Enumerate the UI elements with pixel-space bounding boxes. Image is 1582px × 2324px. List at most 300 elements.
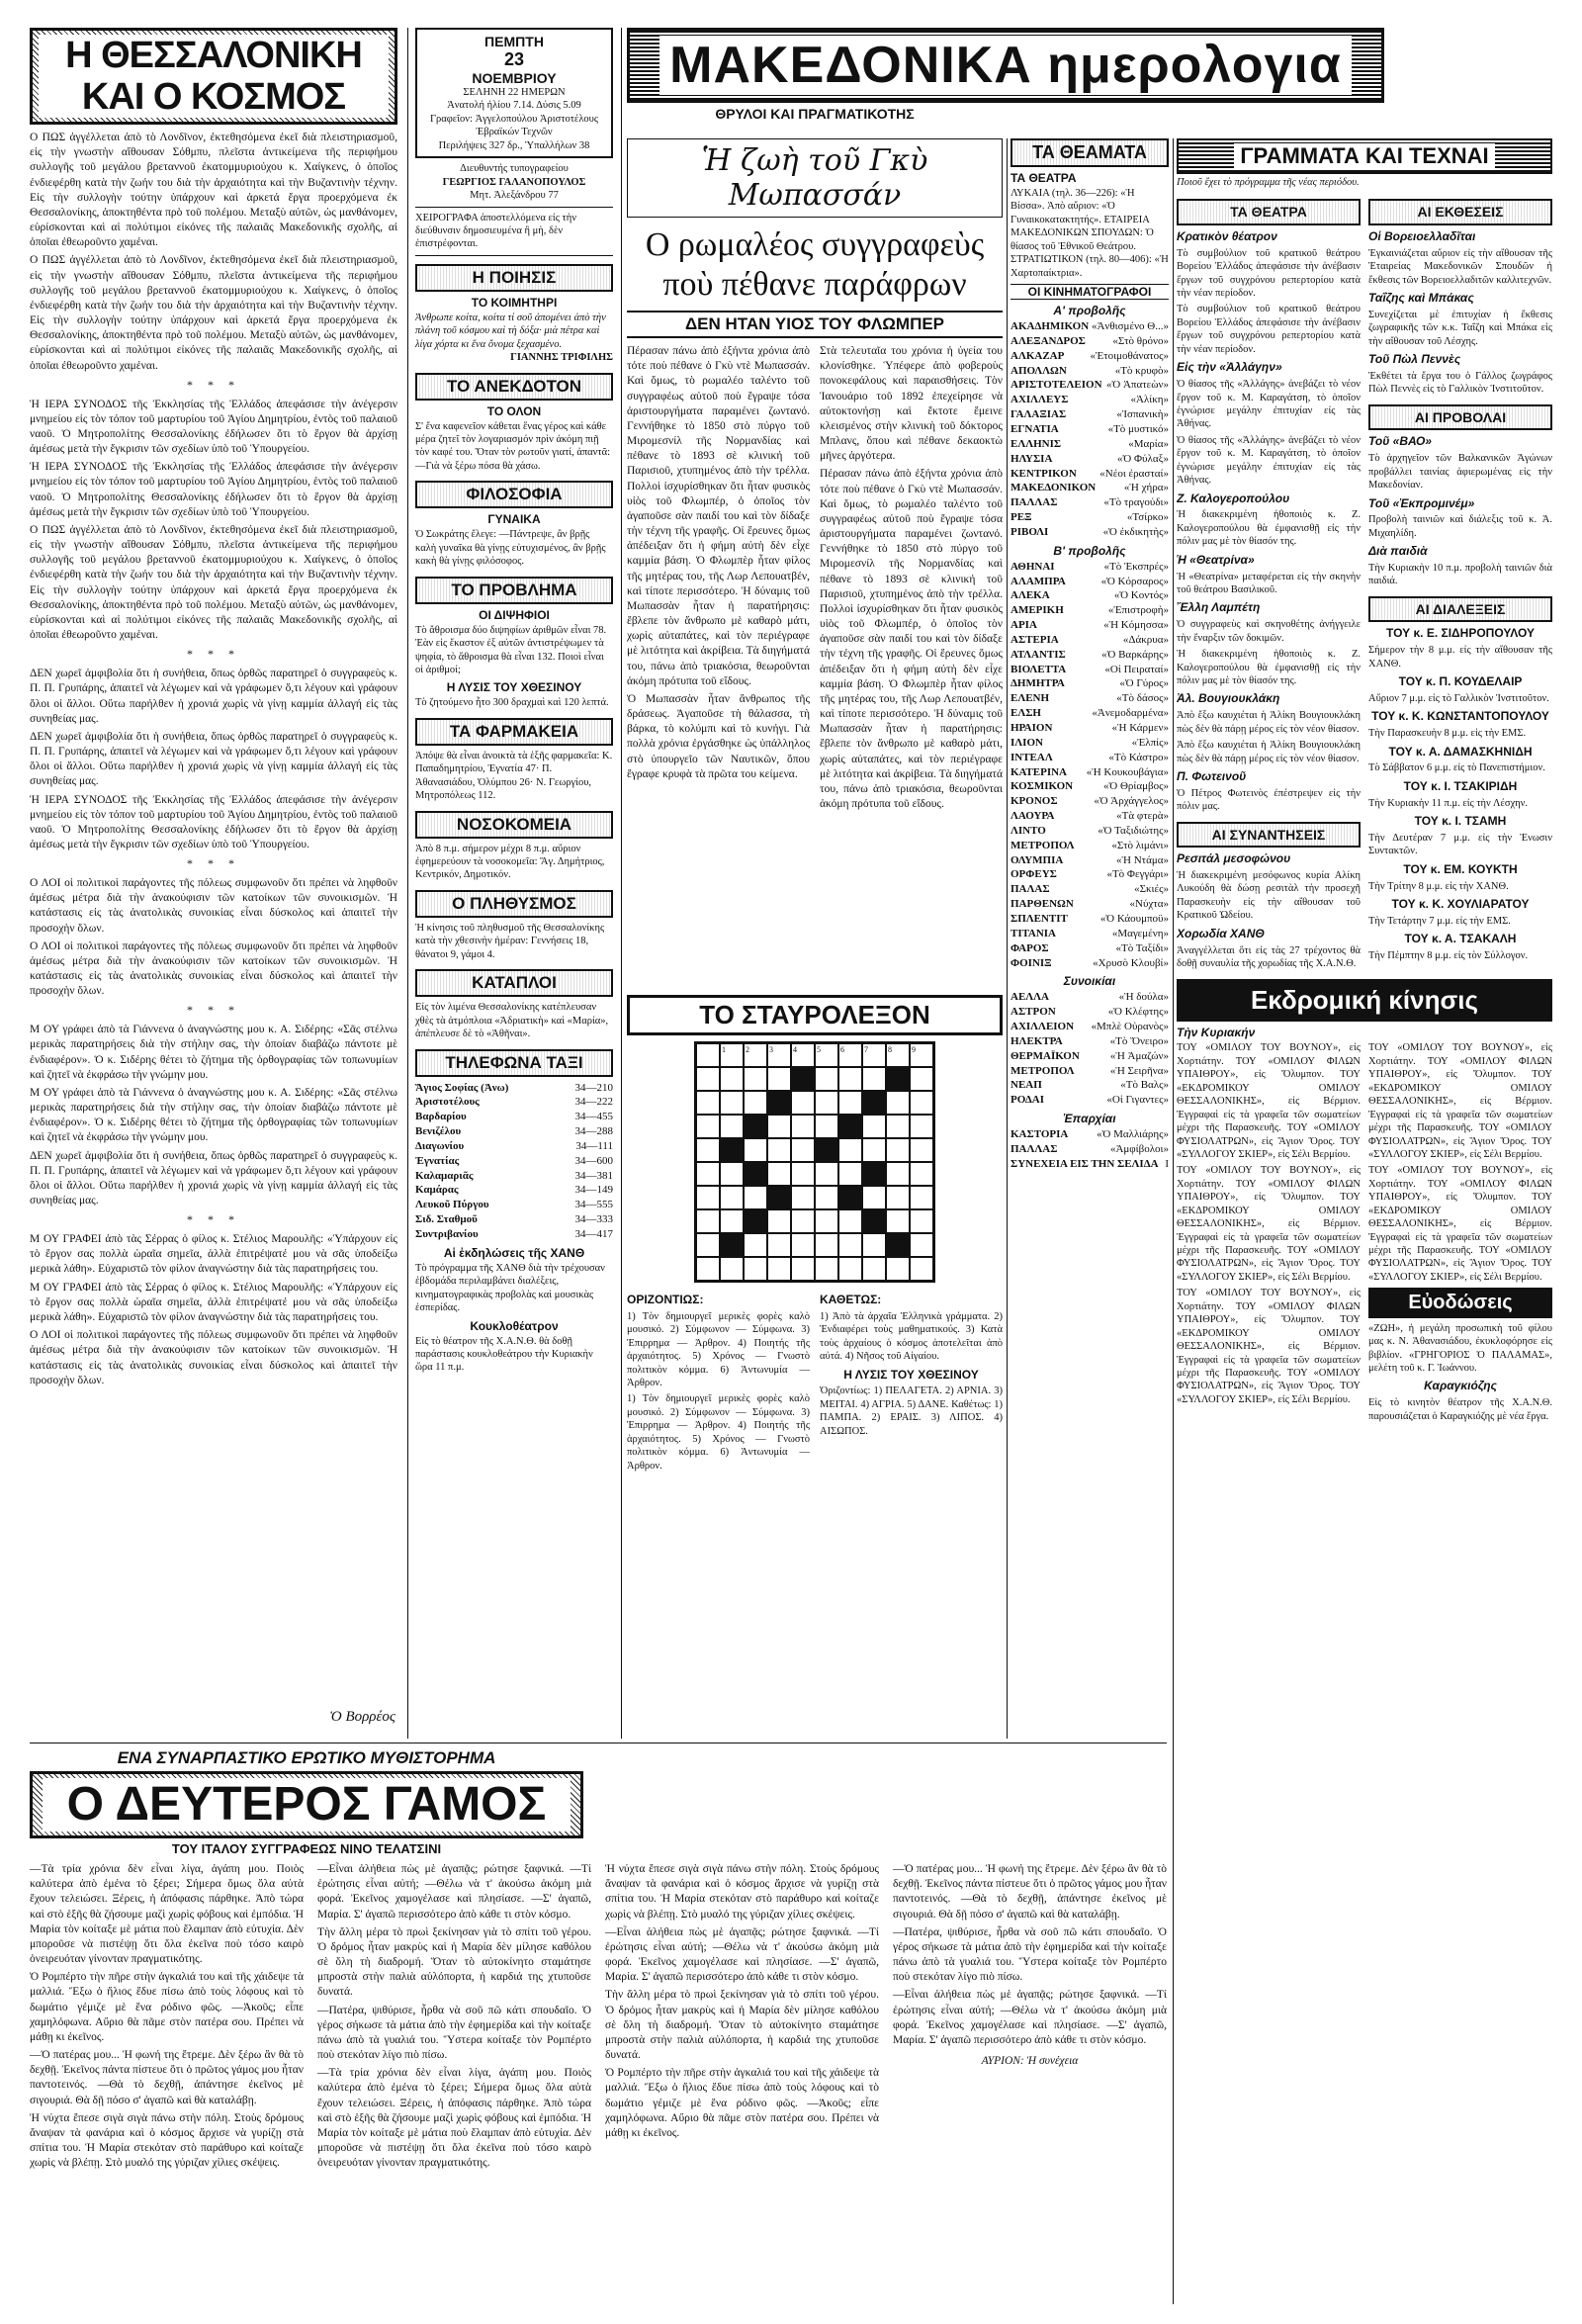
paragraph: —Τὰ τρία χρόνια δὲν εἶναι λίγα, ἀγάπη μου. Ποιὸς καλύτερα ἀπὸ ἐμένα τὸ ξέρει; Σήμερα ὅμως ὅλα αὐτὰ ἔχουν τελειώσει. Ξέρεις, ἡ ἀπόφασις πάρθηκε. Ἀπὸ τώρα καὶ στὸ ἑξῆς θὰ ζήσουμε μαζὶ χωρὶς φόβους καὶ ἐμπόδια. Ἡ Μαρία τὸν κοίταξε μὲ μάτια ποὺ ἔλαμπαν ἀπὸ εὐτυχία. Δὲν μποροῦσε νὰ πιστέψῃ ὅτι ὅλα ἐκεῖνα ποὺ τόσο καιρὸ ὀνειρευόταν γίνονταν πραγματικότης. — [30, 1863, 304, 1966]
cinema-name: ΑΘΗΝΑΙ — [1011, 560, 1055, 573]
film-title: «Ἀλίκη» — [1130, 394, 1169, 406]
list-item — [415, 1095, 613, 1110]
film-title: «Τὸ Φεγγάρι» — [1106, 868, 1169, 881]
list-item — [1011, 853, 1169, 868]
paragraph: Ο ΠΩΣ ἀγγέλλεται ἀπὸ τὸ Λονδῖνον, ἐκτεθησόμενα ἐκεῖ διὰ πλειστηριασμοῦ, εἰς τὴν γνωστὴν αἴθουσαν Σόθμπυ, πλεῖστα ἀντικείμενα τῆς περιφήμου συλλογῆς τοῦ μεγάλου βρεταννοῦ ἐκατομμυριούχου κ. Χαίγκενς, ὁ ὁποῖος ἐνδιεφέρθη κατὰ τὴν ζωήν του διὰ τὴν ἀρχαιότητα καὶ τὴν Βυζαντινὴν τέχνην. Εἰς τὴν συλλογὴν τούτην ὑπάρχουν καὶ ἀρκετά ἔργα προερχόμενα ἐκ Θεσσαλονίκης, ἀποκτηθέντα πρὸ τοῦ πολέμου. Μεταξὺ αὐτῶν, ὡς μανθάνομεν, εὑρίσκονται καὶ αἱ πολύτιμοι εἰκόνες τῆς παλαιᾶς Μακεδονικῆς σχολῆς, αἱ ὁποῖαι ἐθεωροῦντο χαμέναι. — [30, 254, 397, 372]
news-title: Κρατικὸν θέατρον — [1177, 228, 1277, 243]
film-title: «Μαγεμένη» — [1111, 927, 1169, 939]
list-item — [415, 1183, 613, 1198]
crossword-cell — [767, 1186, 791, 1209]
film-title: «Ὁ Κοντός» — [1113, 589, 1169, 602]
list-item — [1011, 495, 1169, 510]
novel-column — [605, 1862, 879, 2174]
film-title: «Τὸ τραγούδι» — [1103, 496, 1169, 509]
crossword-cell — [767, 1115, 791, 1138]
port-text: Εἰς τὸν λιμένα Θεσσαλονίκης κατέπλευσαν χθὲς τὰ ἀτμόπλοια «Ἀδριατικὴ» καὶ «Μαρία», ἀπέπλευσε δὲ τὸ «Ἀθῆναι». — [415, 1002, 609, 1040]
cinema-name: ΕΛΣΗ — [1011, 707, 1041, 720]
section-title-line2: ΚΑΙ Ο ΚΟΣΜΟΣ — [39, 76, 389, 118]
cinema-name: ΑΛΕΚΑ — [1011, 589, 1050, 602]
crossword-cell — [696, 1067, 720, 1091]
film-title: «Σκιές» — [1134, 883, 1169, 896]
crossword-cell — [815, 1067, 838, 1091]
crossword-cell — [886, 1186, 910, 1209]
list-item — [1011, 437, 1169, 452]
list-item — [1011, 319, 1169, 334]
cinema-name: ΣΥΝΕΧΕΙΑ ΕΙΣ ΤΗΝ ΣΕΛΙΔΑ — [1011, 1157, 1159, 1170]
film-title: «Ὁ ἐκδικητὴς» — [1102, 525, 1169, 538]
news-text: Τὴν Κυριακὴν 10 π.μ. προβολὴ ταινιῶν διὰ παιδιά. — [1368, 563, 1552, 587]
list-item — [1011, 364, 1169, 379]
cinema-name: ΟΡΦΕΥΣ — [1011, 868, 1057, 881]
crossword-cell — [696, 1209, 720, 1233]
taxi-stand-name: Συντριβανίου — [415, 1227, 479, 1240]
crossword-cell — [838, 1186, 862, 1209]
paragraph: Τὴν ἄλλη μέρα τὸ πρωὶ ξεκίνησαν γιὰ τὸ σπίτι τοῦ γέρου. Ὁ δρόμος ἦταν μακρὺς καὶ ἡ Μαρία δὲν μίλησε καθόλου σὲ ὅλη τὴ διαδρομή. Ὅταν τὸ αὐτοκίνητο σταμάτησε μπροστὰ στὴν παλιὰ αὐλόπορτα, ἡ καρδιά της χτυποῦσε δυνατά. — [317, 1925, 591, 1999]
talk-title: ΤΟΥ κ. Α. ΤΣΑΚΑΛΗ — [1404, 932, 1517, 946]
list-item — [1011, 1078, 1169, 1093]
crossword-cell — [720, 1115, 744, 1138]
list-item — [1011, 839, 1169, 853]
crossword-cell: 3 — [767, 1043, 791, 1067]
crossword-cell — [910, 1162, 933, 1186]
cinema-name: ΑΣΤΡΟΝ — [1011, 1006, 1056, 1019]
anecdote-title: ΤΟ ΟΛΟΝ — [486, 403, 542, 418]
film-title: «Ὁ Μαλλιάρης» — [1097, 1128, 1169, 1141]
news-title: Τοῦ «Ἐκπρομινέμ» — [1368, 495, 1475, 510]
arts-banner — [1177, 138, 1552, 174]
list-item — [1011, 1034, 1169, 1049]
problem-title: ΟΙ ΔΙΨΗΦΙΟΙ — [479, 607, 550, 622]
crossword-cell — [791, 1138, 815, 1162]
crossword-cell — [838, 1091, 862, 1115]
cinema-name: ΕΛΛΗΝΙΣ — [1011, 437, 1062, 450]
paragraph: Ο ΛΟΙ οἱ πολιτικοὶ παράγοντες τῆς πόλεως συμφωνοῦν ὅτι πρέπει νὰ ληφθοῦν ἀμέσως μέτρα διὰ τὴν ἀνακούφισιν τῶν κατοίκων τῶν συνοικισμῶν. Ἡ κατάστασις εἰς τὰς ἀνατολικὰς συνοικίας εἶναι δύσκολος καὶ ἀπαιτεῖ τὴν προσοχὴν ὅλων. — [30, 1329, 397, 1386]
paragraph: —Εἶναι ἀλήθεια πὼς μὲ ἀγαπᾷς; ρώτησε ξαφνικά. —Τί ἐρώτησις εἶναι αὐτή; —Θέλω νὰ τ' ἀκούσω ἀκόμη μιὰ φορά. Ἐκεῖνος χαμογέλασε καὶ πλησίασε. —Σ' ἀγαπῶ, Μαρία. Σ' ἀγαπῶ περισσότερο ἀπὸ κάθε τι στὸν κόσμο. — [317, 1863, 591, 1921]
crossword-cell — [838, 1257, 862, 1281]
manuscripts-note: ΧΕΙΡΟΓΡΑΦΑ ἀποστελλόμενα εἰς τὴν διεύθυνσιν δημοσιευμένα ἢ μὴ, δὲν ἐπιστρέφονται. — [415, 208, 613, 256]
film-title: «Νύχτα» — [1129, 898, 1169, 911]
taxi-stand-name: Σιδ. Σταθμοῦ — [415, 1213, 478, 1226]
film-title: «Τὸ Ὄνειρο» — [1109, 1034, 1169, 1047]
list-item — [415, 1169, 613, 1184]
section-heading-port: ΚΑΤΑΠΛΟΙ — [415, 969, 613, 997]
film-title: «Ἰσπανικὴ» — [1116, 408, 1169, 421]
crossword-cell: 1 — [720, 1043, 744, 1067]
paragraph: —Πατέρα, ψιθύρισε, ἦρθα νὰ σοῦ πῶ κάτι σπουδαῖο. Ὁ γέρος σήκωσε τὰ μάτια ἀπὸ τὴν ἐφημερίδα καὶ τὴν κοίταξε πάνω ἀπὸ τὰ γυαλιά του. Ὕστερα κοίταξε τὸν Ρομπέρτο ποὺ στεκόταν λίγο πιὸ πίσω. — [893, 1925, 1167, 1984]
crossword-cell — [767, 1138, 791, 1162]
cinema-name: ΚΑΣΤΟΡΙΑ — [1011, 1128, 1069, 1141]
talk-text: Τὸ Σάββατον 6 μ.μ. εἰς τὸ Πανεπιστήμιον. — [1368, 762, 1545, 774]
news-text: Ὁ θίασος τῆς «Ἀλλάγης» ἀνεβάζει τὸ νέον ἔργον τοῦ κ. Μ. Καραγάτση, τὸ ὁποῖον ἐγνώρισε μεγάλην ἐπιτυχίαν εἰς τὰς Ἀθήνας. — [1177, 434, 1361, 487]
section-heading-poetry: Η ΠΟΙΗΣΙΣ — [415, 264, 613, 292]
paragraph: Ὁ Μωπασσὰν ἦταν ἄνθρωπος τῆς δράσεως. Ἀγαποῦσε τὴ θάλασσα, τὴ βάρκα, τὸ κολύμπι καὶ τὸ κυνήγι. Γιὰ πολλὰ χρόνια ἐργάσθηκε ὡς ὑπάλληλος στὸ ὑπουργεῖο τῶν Ναυτικῶν, ὅπου ἔγραφε κρυφὰ τὰ πρῶτα του κείμενα. — [627, 692, 810, 780]
news-text: Ὁ Πέτρος Φωτεινὸς ἐπέστρεψεν εἰς τὴν πόλιν μας. — [1177, 787, 1361, 813]
paragraph: —Εἶναι ἀλήθεια πὼς μὲ ἀγαπᾷς; ρώτησε ξαφνικά. —Τί ἐρώτησις εἶναι αὐτή; —Θέλω νὰ τ' ἀκούσω ἀκόμη μιὰ φορά. Ἐκεῖνος χαμογέλασε καὶ πλησίασε. —Σ' ἀγαπῶ, Μαρία. Σ' ἀγαπῶ περισσότερο ἀπὸ κάθε τι στὸν κόσμο. — [893, 1989, 1167, 2046]
taxi-phone-number: 34—333 — [574, 1213, 613, 1226]
crossword-cell — [910, 1067, 933, 1091]
crossword-solution: Ὁριζοντίως: 1) ΠΕΛΑΓΕΤΑ. 2) ΑΡΝΙΑ. 3) ΜΕΙΤΑΙ. 4) ΑΓΡΙΑ. 5) ΔΑΝΕ. Καθέτως: 1) ΠΑΜΠΑ. 2) ΕΡΑΙΣ. 3) ΛΙΠΟΣ. 4) ΑΙΣΩΠΟΣ. — [820, 1385, 1003, 1437]
list-item — [1011, 882, 1169, 897]
list-item — [1011, 334, 1169, 349]
taxi-stand-name: Ἐγνατίας — [415, 1154, 460, 1167]
talk-title: ΤΟΥ κ. ΕΜ. ΚΟΥΚΤΗ — [1403, 861, 1518, 876]
crossword-cell — [910, 1115, 933, 1138]
list-item — [415, 1124, 613, 1139]
divider-stars: * * * — [187, 377, 240, 392]
across-clues: 1) Τὸν δημιουργεῖ μερικὲς φορὲς καλὸ μουσικό. 2) Σύμφωνον — Σύμφωνα. 3) Ἐπιρρημα — Ἀρθρον. 4) Ποιητής τῆς ἀρχαιότητος. 5) Χρόνος — Γνωστὸ πολιτικὸν κόμμα. 6) Ἀντωνυμία — Ἀρθρον. — [627, 1393, 810, 1472]
excursions-left — [1177, 1041, 1361, 1426]
list-item — [1011, 1005, 1169, 1020]
cinema-name: ΦΟΙΝΙΞ — [1011, 956, 1052, 969]
list-item — [1011, 560, 1169, 575]
cinema-name: ΑΛΚΑΖΑΡ — [1011, 349, 1065, 362]
news-text: Συνεχίζεται μὲ ἐπιτυχίαν ἡ ἔκθεσις ζωγραφικῆς τῶν κ.κ. Ταΐζη καὶ Μπάκα εἰς τὴν αἴθουσαν τοῦ Λέσχης. — [1368, 309, 1552, 347]
down-heading: ΚΑΘΕΤΩΣ: — [820, 1293, 882, 1306]
column-rule — [1173, 138, 1174, 2304]
philosophy-title: ΓΥΝΑΙΚΑ — [487, 512, 541, 527]
anecdote-text: Σ' ἕνα καφενεῖον κάθεται ἕνας γέρος καὶ κάθε μέρα ζητεῖ τὸν λογαριασμόν πρὶν ἀκόμη πιῇ τὸν καφέ του. Ὅταν τὸν ρωτοῦν γιατί, ἀπαντᾶ: —Γιὰ νὰ ξέρω πόσα θὰ χάσω. — [415, 420, 611, 472]
talk-text: Τὴν Τρίτην 8 μ.μ. εἰς τὴν ΧΑΝΘ. — [1368, 880, 1509, 892]
theatres-text: ΛΥΚΑΙΑ (τηλ. 36—226): «Ἡ Βίσσα». Ἀπὸ αὔριον: «Ὁ Γυναικοκατακτητής». ΕΤΑΙΡΕΙΑ ΜΑΚΕΔΟΝΙΚΩΝ ΣΠΟΥΔΩΝ: Ὁ θίασος τοῦ Ἐθνικοῦ Θεάτρου. ΣΤΡΑΤΙΩΤΙΚΟΝ (τηλ. 80—406): «Ἡ Χαρτοπαίκτρια». — [1011, 188, 1169, 279]
talk-title: ΤΟΥ κ. Α. ΔΑΜΑΣΚΗΝΙΔΗ — [1388, 744, 1533, 759]
film-title: «Ἡ Ντάμα» — [1116, 853, 1169, 866]
film-title: «Ὁ Φύλαξ» — [1117, 452, 1169, 465]
column-rule — [621, 28, 622, 1739]
crossword-cell — [838, 1138, 862, 1162]
cinema-name: ΕΓΝΑΤΙΑ — [1011, 422, 1059, 435]
cinema-name: ΙΛΙΟΝ — [1011, 736, 1043, 749]
list-item — [1011, 467, 1169, 482]
crossword-cell — [815, 1257, 838, 1281]
talk-title: ΤΟΥ κ. Π. ΚΟΥΔΕΛΑΙΡ — [1398, 674, 1523, 689]
printing-director — [415, 158, 613, 207]
cinema-name: ΑΕΛΛΑ — [1011, 991, 1049, 1004]
crossword-cell — [815, 1115, 838, 1138]
crossword-cell — [696, 1162, 720, 1186]
crossword-cell — [791, 1091, 815, 1115]
cinema-name: ΒΙΟΛΕΤΤΑ — [1011, 663, 1067, 675]
news-text: Ἡ «Θεατρίνα» μεταφέρεται εἰς τὴν σκηνὴν τοῦ θεάτρου Βασιλικοῦ. — [1177, 571, 1361, 595]
news-text: Ἐκθέτει τὰ ἔργα του ὁ Γάλλος ζωγράφος Πὼλ Πεννὲς εἰς τὸ Γαλλικὸν Ἰνστιτοῦτον. — [1368, 371, 1552, 396]
paragraph: Ἡ ΙΕΡΑ ΣΥΝΟΔΟΣ τῆς Ἐκκλησίας τῆς Ἑλλάδος ἀπεφάσισε τὴν ἀνέγερσιν μνημείου εἰς τὸν τόπον τοῦ μαρτυρίου τοῦ Ἁγίου Δημητρίου, ἐντὸς τοῦ παλαιοῦ ναοῦ. Ὁ Μητροπολίτης Θεσσαλονίκης ἐδήλωσεν ὅτι τὸ ἔργον θὰ ἀρχίσῃ ἀμέσως μετὰ τὴν ἔγκρισιν τῶν σχεδίων ὑπὸ τοῦ Ὑπουργείου. — [30, 398, 397, 456]
sun-times: Ἀνατολή ἡλίου 7.14. Δύσις 5.09 — [447, 100, 581, 112]
list-item — [1011, 927, 1169, 941]
news-title: Τοῦ Πὼλ Πεννὲς — [1368, 352, 1461, 367]
crossword-cell — [791, 1186, 815, 1209]
talk-title: ΤΟΥ κ. Ι. ΤΣΑΚΙΡΙΔΗ — [1403, 778, 1518, 793]
cinema-name: ΛΙΝΤΟ — [1011, 824, 1046, 837]
talk-title: ΤΟΥ κ. Κ. ΚΩΝΣΤΑΝΤΟΠΟΥΛΟΥ — [1371, 709, 1549, 724]
crossword-cell — [767, 1067, 791, 1091]
talk-text: Τὴν Τετάρτην 7 μ.μ. εἰς τὴν ΕΜΣ. — [1368, 915, 1511, 927]
novel-continued: ΑΥΡΙΟΝ: Ἡ συνέχεια — [981, 2055, 1079, 2068]
news-title: Ἕλλη Λαμπέτη — [1177, 600, 1261, 615]
news-title: Οἱ Βορειοελλαδῖται — [1368, 228, 1476, 243]
crossword-cell — [862, 1067, 886, 1091]
film-title: «Δάκρυα» — [1122, 633, 1169, 646]
cinema-name: ΑΧΙΛΛΕΙΟΝ — [1011, 1021, 1075, 1033]
feature-headline-line1: Ο ρωμαλέος συγγραφεὺς — [645, 226, 985, 263]
subscriptions: Περιλήψεις 327 δρ., Ὑπαλλήλων 38 — [438, 139, 590, 151]
paragraph: —Ὁ πατέρας μου... Ἡ φωνή της ἔτρεμε. Δὲν ξέρω ἂν θὰ τὸ δεχθῇ. Ἐκεῖνος πάντα πίστευε ὅτι ὁ πρῶτος γάμος μου ἦταν παντοτεινός. —Θὰ τὸ δεχθῇ, ἀπάντησε ἐκεῖνος μὲ σιγουριά. Θὰ δῇ πόσο σ' ἀγαπῶ καὶ θὰ καταλάβῃ. — [30, 2049, 304, 2106]
list-item — [415, 1198, 613, 1212]
crossword-cell — [720, 1091, 744, 1115]
crossword-cell: 7 — [862, 1043, 886, 1067]
crossword-cell — [838, 1233, 862, 1257]
film-title: «Ἑτοιμοθάνατος» — [1090, 349, 1169, 362]
cinema-name: ΜΕΤΡΟΠΟΛ — [1011, 1064, 1075, 1077]
paragraph: —Πατέρα, ψιθύρισε, ἦρθα νὰ σοῦ πῶ κάτι σπουδαῖο. Ὁ γέρος σήκωσε τὰ μάτια ἀπὸ τὴν ἐφημερίδα καὶ τὴν κοίταξε πάνω ἀπὸ τὰ γυαλιά του. Ὕστερα κοίταξε τὸν Ρομπέρτο ποὺ στεκόταν λίγο πιὸ πίσω. — [317, 2004, 591, 2062]
news-title: Διὰ παιδιὰ — [1368, 544, 1428, 559]
taxi-phone-number: 34—149 — [574, 1184, 613, 1197]
film-title: «Μαρία» — [1128, 437, 1169, 450]
film-title: «Τὸ Ἐκσπρές» — [1103, 560, 1169, 573]
crossword-section — [627, 995, 1003, 1687]
chano-heading: Αἱ ἐκδηλώσεις τῆς ΧΑΝΘ — [443, 1245, 585, 1260]
divider-stars: * * * — [187, 1003, 240, 1018]
excursions-columns — [1177, 1041, 1552, 1426]
cinema-name: ΝΕΑΠ — [1011, 1079, 1042, 1092]
film-title: «Τὸ κρυφὸ» — [1114, 364, 1169, 377]
film-title: «Ἡ χήρα» — [1123, 482, 1169, 494]
crossword-cell — [886, 1257, 910, 1281]
arts-right — [1368, 191, 1552, 973]
crossword-cell — [910, 1138, 933, 1162]
film-title: «Ὁ Βαρκάρης» — [1101, 648, 1169, 661]
news-text: Ἀπὸ ἔξω καυχιέται ἡ Ἀλίκη Βουγιουκλάκη πὼς δὲν θὰ πάρῃ μέρος εἰς τὸν νέον θίασον. — [1177, 710, 1361, 735]
poem-text: Ἀνθρωπε κοίτα, κοίτα τί σοῦ ἀπομένει ἀπὸ τὴν πλάνη τοῦ κόσμου καὶ τὴ δόξα· μιὰ πέτρα καὶ λίγα χόρτα κι ἕνα ὄνομα ξεχασμένο. — [415, 312, 606, 350]
cinema-name: ΑΡΙΑ — [1011, 619, 1037, 632]
list-item — [1011, 481, 1169, 495]
section-heading-problem: ΤΟ ΠΡΟΒΛΗΜΑ — [415, 577, 613, 604]
taxi-phone-number: 34—111 — [575, 1139, 613, 1152]
column-signature — [247, 1709, 396, 1733]
crossword-cell — [720, 1162, 744, 1186]
karagiozis-text: Εἰς τὸ κινητὸν θέατρον τῆς Χ.Α.Ν.Θ. παρουσιάζεται ὁ Καραγκιόζης μὲ νέα ἔργα. — [1368, 1397, 1552, 1422]
paragraph: Ἡ ΙΕΡΑ ΣΥΝΟΔΟΣ τῆς Ἐκκλησίας τῆς Ἑλλάδος ἀπεφάσισε τὴν ἀνέγερσιν μνημείου εἰς τὸν τόπον τοῦ μαρτυρίου τοῦ Ἁγίου Δημητρίου, ἐντὸς τοῦ παλαιοῦ ναοῦ. Ὁ Μητροπολίτης Θεσσαλονίκης ἐδήλωσεν ὅτι τὸ ἔργον θὰ ἀρχίσῃ ἀμέσως μετὰ τὴν ἔγκρισιν τῶν σχεδίων ὑπὸ τοῦ Ὑπουργείου. — [30, 793, 397, 851]
talks-list — [1368, 626, 1552, 962]
paragraph: ΔΕΝ χωρεῖ ἀμφιβολία ὅτι ἡ συνήθεια, ὅπως ὀρθῶς παρατηρεῖ ὁ συγγραφεὺς κ. Π. Π. Γρυπάρης, ἀπαιτεῖ νὰ λέγωμεν καὶ νὰ γράφωμεν ὅ,τι λέγουν καὶ γράφουν ὅλοι οἱ ἄλλοι. Οὕτω παρήλθεν ἡ χρονιά χωρὶς νὰ γίνῃ καμμία ἀλλαγή εἰς τὰς συνηθείας μας. — [30, 1149, 397, 1207]
paragraph: Ο ΛΟΙ οἱ πολιτικοὶ παράγοντες τῆς πόλεως συμφωνοῦν ὅτι πρέπει νὰ ληφθοῦν ἀμέσως μέτρα διὰ τὴν ἀνακούφισιν τῶν κατοίκων τῶν συνοικισμῶν. Ἡ κατάστασις εἰς τὰς ἀνατολικὰς συνοικίας εἶναι δύσκολος καὶ ἀπαιτεῖ τὴν προσοχὴν ὅλων. — [30, 877, 397, 935]
cinema-name: ΟΛΥΜΠΙΑ — [1011, 853, 1064, 866]
paragraph: Ο ΛΟΙ οἱ πολιτικοὶ παράγοντες τῆς πόλεως συμφωνοῦν ὅτι πρέπει νὰ ληφθοῦν ἀμέσως μέτρα διὰ τὴν ἀνακούφισιν τῶν κατοίκων τῶν συνοικισμῶν. Ἡ κατάστασις εἰς τὰς ἀνατολικὰς συνοικίας εἶναι δύσκολος καὶ ἀπαιτεῖ τὴν προσοχὴν ὅλων. — [30, 939, 397, 998]
crossword-cell: 9 — [910, 1043, 933, 1067]
population-text: Ἡ κίνησις τοῦ πληθυσμοῦ τῆς Θεσσαλονίκης κατὰ τὴν χθεσινὴν ἡμέραν: Γεννήσεις 18, θάνατοι 9, γάμοι 4. — [415, 922, 605, 960]
list-item — [415, 1154, 613, 1169]
crossword-cell — [720, 1138, 744, 1162]
crossword-cell — [767, 1233, 791, 1257]
novel-title-box — [30, 1771, 583, 1838]
list-item — [1011, 809, 1169, 824]
column-feature — [627, 138, 1003, 989]
crossword-cell — [791, 1209, 815, 1233]
crossword-cell — [910, 1257, 933, 1281]
section-heading-taxi-phones: ΤΗΛΕΦΩΝΑ ΤΑΞΙ — [415, 1049, 613, 1077]
news-text: Τὸ ἀρχηγεῖον τῶν Βαλκανικῶν Ἀγώνων προβάλλει ταινίας ἀφιερωμένας εἰς τὴν Μακεδονίαν. — [1368, 453, 1552, 492]
list-item — [1011, 510, 1169, 525]
crossword-cell: 2 — [744, 1043, 767, 1067]
crossword-cell — [862, 1162, 886, 1186]
feature-body-left — [627, 344, 810, 815]
crossword-cell — [744, 1233, 767, 1257]
cinema-name: ΚΡΟΝΟΣ — [1011, 795, 1058, 808]
crossword-cell — [815, 1209, 838, 1233]
crossword-cell — [696, 1115, 720, 1138]
section-title-line1: Η ΘΕΣΣΑΛΟΝΙΚΗ — [39, 35, 389, 76]
film-title: «Οἱ Πειραταί» — [1104, 663, 1169, 675]
puppet-text: Εἰς τὸ θέατρον τῆς Χ.Α.Ν.Θ. θὰ δοθῇ παράστασις κουκλοθεάτρου τὴν Κυριακὴν ὥρα 11 π.μ. — [415, 1335, 593, 1374]
solution-heading: Η ΛΥΣΙΣ ΤΟΥ ΧΘΕΣΙΝΟΥ — [446, 680, 582, 695]
news-title: Π. Φωτεινοῦ — [1177, 769, 1247, 783]
suburbs-list — [1011, 990, 1169, 1108]
film-title: «Ὁ Ἀπατεὼν» — [1106, 379, 1169, 392]
list-item — [1011, 1093, 1169, 1108]
paragraph: Ο ΠΩΣ ἀγγέλλεται ἀπὸ τὸ Λονδῖνον, ἐκτεθησόμενα ἐκεῖ διὰ πλειστηριασμοῦ, εἰς τὴν γνωστὴν αἴθουσαν Σόθμπυ, πλεῖστα ἀντικείμενα τῆς περιφήμου συλλογῆς τοῦ μεγάλου βρεταννοῦ ἐκατομμυριούχου κ. Χαίγκενς, ὁ ὁποῖος ἐνδιεφέρθη κατὰ τὴν ζωήν του διὰ τὴν ἀρχαιότητα καὶ τὴν Βυζαντινὴν τέχνην. Εἰς τὴν συλλογὴν τούτην ὑπάρχουν καὶ ἀρκετά ἔργα προερχόμενα ἐκ Θεσσαλονίκης, ἀποκτηθέντα πρὸ τοῦ πολέμου. Μεταξὺ αὐτῶν, ὡς μανθάνομεν, εὑρίσκονται καὶ αἱ πολύτιμοι εἰκόνες τῆς παλαιᾶς Μακεδονικῆς σχολῆς, αἱ ὁποῖαι ἐθεωροῦντο χαμέναι. — [30, 523, 397, 642]
crossword-cell — [696, 1138, 720, 1162]
crossword-cell — [744, 1257, 767, 1281]
paragraph: —Εἶναι ἀλήθεια πὼς μὲ ἀγαπᾷς; ρώτησε ξαφνικά. —Τί ἐρώτησις εἶναι αὐτή; —Θέλω νὰ τ' ἀκούσω ἀκόμη μιὰ φορά. Ἐκεῖνος χαμογέλασε καὶ πλησίασε. —Σ' ἀγαπῶ, Μαρία. Σ' ἀγαπῶ περισσότερο ἀπὸ κάθε τι στὸν κόσμο. — [605, 1925, 879, 1984]
crossword-cell — [744, 1115, 767, 1138]
crossword-cell — [910, 1209, 933, 1233]
cinema-name: ΑΤΛΑΝΤΙΣ — [1011, 648, 1066, 661]
excursions-text: ΤΟΥ «ΟΜΙΛΟΥ ΤΟΥ ΒΟΥΝΟΥ», εἰς Χορτιάτην. ΤΟΥ «ΟΜΙΛΟΥ ΦΙΛΩΝ ΥΠΑΙΘΡΟΥ», εἰς Ὄλυμπον. ΤΟΥ «ΕΚΔΡΟΜΙΚΟΥ ΟΜΙΛΟΥ ΘΕΣΣΑΛΟΝΙΚΗΣ», εἰς Βέρμιον. Ἐγγραφαὶ εἰς τὰ γραφεῖα τῶν σωματείων μέχρι τῆς Παρασκευῆς. ΤΟΥ «ΟΜΙΛΟΥ ΦΥΣΙΟΛΑΤΡΩΝ», εἰς Ἅγιον Ὄρος. ΤΟΥ «ΣΥΛΛΟΓΟΥ ΣΚΙΕΡ», εἰς Σέλι Βερμίου. — [1368, 1042, 1552, 1160]
paragraph: Ο ΠΩΣ ἀγγέλλεται ἀπὸ τὸ Λονδῖνον, ἐκτεθησόμενα ἐκεῖ διὰ πλειστηριασμοῦ, εἰς τὴν γνωστὴν αἴθουσαν Σόθμπυ, πλεῖστα ἀντικείμενα τῆς περιφήμου συλλογῆς τοῦ μεγάλου βρεταννοῦ ἐκατομμυριούχου κ. Χαίγκενς, ὁ ὁποῖος ἐνδιεφέρθη κατὰ τὴν ζωήν του διὰ τὴν ἀρχαιότητα καὶ τὴν Βυζαντινὴν τέχνην. Εἰς τὴν συλλογὴν τούτην ὑπάρχουν καὶ ἀρκετά ἔργα προερχόμενα ἐκ Θεσσαλονίκης, ἀποκτηθέντα πρὸ τοῦ πολέμου. Μεταξὺ αὐτῶν, ὡς μανθάνομεν, εὑρίσκονται καὶ αἱ πολύτιμοι εἰκόνες τῆς παλαιᾶς Μακεδονικῆς σχολῆς, αἱ ὁποῖαι ἐθεωροῦντο χαμέναι. — [30, 132, 397, 249]
cinema-name: ΠΑΡΘΕΝΩΝ — [1011, 898, 1074, 911]
film-title: «Ἀνεμοδαρμένα» — [1092, 707, 1169, 720]
crossword-cell — [886, 1138, 910, 1162]
crossword-cell — [886, 1233, 910, 1257]
news-text: Ἐγκαινιάζεται αὔριον εἰς τὴν αἴθουσαν τῆς Ἑταιρείας Μακεδονικῶν Σπουδῶν ἡ ἔκθεσις τῶν Βορειοελλαδιτῶν καλλιτεχνῶν. — [1368, 247, 1552, 286]
news-title: Ταΐζης καὶ Μπάκας — [1368, 291, 1474, 306]
poem-title: ΤΟ ΚΟΙΜΗΤΗΡΙ — [471, 295, 558, 310]
crossword-grid — [694, 1041, 935, 1283]
crossword-cell — [791, 1233, 815, 1257]
list-item — [1011, 691, 1169, 706]
news-text: Προβολὴ ταινιῶν καὶ διάλεξις τοῦ κ. Ἀ. Μιχαηλίδη. — [1368, 514, 1552, 539]
pharmacies-text: Ἀπόψε θὰ εἶναι ἀνοικτὰ τὰ ἑξῆς φαρμακεῖα: Κ. Παπαδημητρίου, Ἐγνατία 47· Π. Ἀθανασιάδου, Ὀλύμπου 26· Ν. Γεωργίου, Μητροπόλεως 112. — [415, 750, 613, 802]
cinema-name: ΘΕΡΜΑΪΚΟΝ — [1011, 1049, 1080, 1062]
crossword-cell — [862, 1138, 886, 1162]
news-title: Χορωδία ΧΑΝΘ — [1177, 926, 1265, 940]
cinema-name: ΚΑΤΕΡΙΝΑ — [1011, 765, 1067, 778]
cinema-name: ΠΑΛΛΑΣ — [1011, 1142, 1058, 1155]
list-item — [1011, 824, 1169, 839]
paragraph: Στὰ τελευταῖα του χρόνια ἡ ὑγεία του κλονίσθηκε. Ὑπέφερε ἀπὸ φοβεροὺς πονοκεφάλους καὶ παραισθήσεις. Τὸν Ἰανουάριο τοῦ 1892 ἐπεχείρησε νὰ αὐτοκτονήσῃ καὶ ἔκτοτε ἔμεινε κλεισμένος στὴν κλινικὴ τοῦ δόκτορος Μπλανς, ὅπου καὶ πέθανε δεκαοκτὼ μῆνες ἀργότερα. — [820, 345, 1003, 463]
crossword-cell — [720, 1233, 744, 1257]
film-title: «Τὰ φτερὰ» — [1116, 810, 1169, 823]
list-item — [1011, 1049, 1169, 1064]
film-title: «Ἡ δούλα» — [1118, 991, 1169, 1004]
list-item — [1011, 1020, 1169, 1034]
film-title: «Τὸ μυστικό» — [1107, 422, 1169, 435]
taxi-phone-number: 34—210 — [574, 1081, 613, 1094]
taxi-stand-name: Καλαμαριᾶς — [415, 1169, 474, 1182]
crossword-cell — [862, 1233, 886, 1257]
film-title: «Τσίρκο» — [1126, 511, 1169, 524]
crossword-cell — [696, 1186, 720, 1209]
crossword-cell — [767, 1091, 791, 1115]
film-title: «Ὁ Κάουμποϋ» — [1099, 912, 1169, 925]
crossword-cell — [862, 1115, 886, 1138]
province-heading: Ἐπαρχίαι — [1063, 1112, 1116, 1126]
talks-heading: ΑΙ ΔΙΑΛΕΞΕΙΣ — [1368, 596, 1552, 622]
film-title: «Στὸ θρόνο» — [1112, 334, 1169, 347]
film-title: «Τὸ Βαλς» — [1120, 1079, 1169, 1092]
film-title: «Ὁ Ταξιδιώτης» — [1098, 824, 1169, 837]
screenings-heading: ΑΙ ΠΡΟΒΟΛΑΙ — [1368, 404, 1552, 430]
across-clues: 1) Τὸν δημιουργεῖ μερικὲς φορὲς καλὸ μουσικό. 2) Σύμφωνον — Σύμφωνα. 3) Ἐπιρρημα — Ἀρθρον. 4) Ποιητής τῆς ἀρχαιότητος. 5) Χρόνος — Γνωστὸ πολιτικὸν κόμμα. 6) Ἀντωνυμία — Ἀρθρον. — [627, 1310, 810, 1389]
taxi-phone-number: 34—600 — [574, 1154, 613, 1167]
list-item — [415, 1081, 613, 1096]
cinema-name: ΗΛΕΚΤΡΑ — [1011, 1034, 1063, 1047]
section-title-box — [30, 28, 397, 125]
crossword-cell — [838, 1067, 862, 1091]
author-signature: Ὁ Βορρέος — [329, 1709, 396, 1725]
novel-column — [30, 1862, 304, 2174]
taxi-stand-name: Καμάρας — [415, 1184, 459, 1197]
cinema-name: ΑΧΙΛΛΕΥΣ — [1011, 394, 1069, 406]
cinema-name: ΗΛΥΣΙΑ — [1011, 452, 1053, 465]
feature-body — [627, 344, 1003, 815]
first-run-heading: Α' προβολῆς — [1053, 304, 1126, 318]
crossword-cell — [720, 1257, 744, 1281]
taxi-stand-name: Βενιζέλου — [415, 1125, 462, 1138]
cinema-name: ΕΛΕΝΗ — [1011, 692, 1050, 705]
paragraph: Ἡ νύχτα ἔπεσε σιγὰ σιγὰ πάνω στὴν πόλη. Στοὺς δρόμους ἄναψαν τὰ φανάρια καὶ ὁ κόσμος ἄρχισε νὰ γυρίζῃ στὰ σπίτια του. Ἡ Μαρία στεκόταν στὸ παράθυρο καὶ κοίταζε χωρὶς νὰ βλέπῃ. Στὸ μυαλό της γύριζαν χίλιες σκέψεις. — [605, 1863, 879, 1921]
director-label: Διευθυντής τυπογραφείου — [460, 163, 569, 175]
crossword-cell — [696, 1043, 720, 1067]
list-item — [1011, 349, 1169, 364]
news-text: Ἀναγγέλλεται ὅτι εἰς τὰς 27 τρέχοντος θὰ δοθῇ συναυλία τῆς χορωδίας τῆς Χ.Α.Ν.Θ. — [1177, 944, 1361, 970]
section-heading-hospitals: ΝΟΣΟΚΟΜΕΙΑ — [415, 811, 613, 839]
cinema-name: ΡΟΔΑΙ — [1011, 1094, 1045, 1107]
crossword-cell — [720, 1209, 744, 1233]
news-text: Ἀπὸ ἔξω καυχιέται ἡ Ἀλίκη Βουγιουκλάκη πὼς δὲν θὰ πάρῃ μέρος εἰς τὸν νέον θίασον. — [1177, 740, 1361, 764]
section-heading-pharmacies: ΤΑ ΦΑΡΜΑΚΕΙΑ — [415, 718, 613, 746]
film-title: «Ἐπιστροφὴ» — [1107, 604, 1169, 617]
talk-title: ΤΟΥ κ. Κ. ΧΟΥΛΙΑΡΑΤΟΥ — [1391, 897, 1530, 912]
list-item — [1011, 765, 1169, 780]
paragraph: Μ ΟΥ γράφει ἀπὸ τὰ Γιάννενα ὁ ἀναγνώστης μου κ. Α. Σιδέρης: «Σᾶς στέλνω μερικὰς παρατηρήσεις διὰ τὴν στήλην σας, τὴν ὁποίαν διαβάζω πάντοτε μὲ ἐνδιαφέρον». Ὁ κ. Σιδέρης θέτει τὸ ζήτημα τῆς ὀρθογραφίας τῶν τοπωνυμίων καὶ ζητεῖ νὰ ἐκφράσω τὴν γνώμην μου. — [30, 1086, 397, 1144]
cinema-name: ΚΟΣΜΙΚΟΝ — [1011, 780, 1074, 793]
news-title: Ρεσιτάλ μεσοφώνου — [1177, 851, 1291, 866]
crossword-cell — [720, 1186, 744, 1209]
poet-name: ΓΙΑΝΝΗΣ ΤΡΙΦΙΛΗΣ — [510, 352, 613, 364]
masthead — [627, 28, 1384, 131]
divider-stars: * * * — [187, 1212, 240, 1227]
theatres-heading: ΤΑ ΘΕΑΤΡΑ — [1011, 171, 1077, 185]
film-title: «Ἡ Κόμησσα» — [1103, 619, 1169, 632]
excursions-text: ΤΟΥ «ΟΜΙΛΟΥ ΤΟΥ ΒΟΥΝΟΥ», εἰς Χορτιάτην. ΤΟΥ «ΟΜΙΛΟΥ ΦΙΛΩΝ ΥΠΑΙΘΡΟΥ», εἰς Ὄλυμπον. ΤΟΥ «ΕΚΔΡΟΜΙΚΟΥ ΟΜΙΛΟΥ ΘΕΣΣΑΛΟΝΙΚΗΣ», εἰς Βέρμιον. Ἐγγραφαὶ εἰς τὰ γραφεῖα τῶν σωματείων μέχρι τῆς Παρασκευῆς. ΤΟΥ «ΟΜΙΛΟΥ ΦΥΣΙΟΛΑΤΡΩΝ», εἰς Ἅγιον Ὄρος. ΤΟΥ «ΣΥΛΛΟΓΟΥ ΣΚΙΕΡ», εἰς Σέλι Βερμίου. — [1177, 1042, 1361, 1160]
section-heading-population: Ο ΠΛΗΘΥΣΜΟΣ — [415, 890, 613, 918]
cinema-name: ΡΙΒΟΛΙ — [1011, 525, 1049, 538]
news-title: Εἰς τὴν «Ἀλλάγην» — [1177, 360, 1282, 375]
section-heading-anecdote: ΤΟ ΑΝΕΚΔΟΤΟΝ — [415, 373, 613, 401]
chano-text: Τὸ πρόγραμμα τῆς ΧΑΝΘ διὰ τὴν τρέχουσαν ἑβδομάδα περιλαμβάνει διαλέξεις, κινηματογραφικὰς προβολὰς καὶ μουσικὰς ἑσπερίδας. — [415, 1262, 605, 1314]
exhibits-heading: ΑΙ ΕΚΘΕΣΕΙΣ — [1368, 199, 1552, 224]
hospitals-text: Ἀπὸ 8 π.μ. σήμερον μέχρι 8 π.μ. αὔριον ἐφημερεύουν τὰ νοσοκομεῖα: Ἅγ. Δημήτριος, Κεντρικόν, Δημοτικόν. — [415, 843, 605, 881]
paragraph: Ἡ ΙΕΡΑ ΣΥΝΟΔΟΣ τῆς Ἐκκλησίας τῆς Ἑλλάδος ἀπεφάσισε τὴν ἀνέγερσιν μνημείου εἰς τὸν τόπον τοῦ μαρτυρίου τοῦ Ἁγίου Δημητρίου, ἐντὸς τοῦ παλαιοῦ ναοῦ. Ὁ Μητροπολίτης Θεσσαλονίκης ἐδήλωσεν ὅτι τὸ ἔργον θὰ ἀρχίσῃ ἀμέσως μετὰ τὴν ἔγκρισιν τῶν σχεδίων ὑπὸ τοῦ Ὑπουργείου. — [30, 461, 397, 518]
film-title: Ι — [1165, 1157, 1169, 1170]
crossword-heading: ΤΟ ΣΤΑΥΡΟΛΕΞΟΝ — [627, 995, 1003, 1035]
cinema-name: ΑΛΑΜΠΡΑ — [1011, 575, 1066, 587]
taxi-phone-list — [415, 1081, 613, 1242]
crossword-cell — [791, 1115, 815, 1138]
paragraph: Πέρασαν πάνω ἀπὸ ἑξήντα χρόνια ἀπὸ τότε ποὺ πέθανε ὁ Γκὺ ντὲ Μωπασσάν. Καὶ ὅμως, τὸ ρωμαλέο ταλέντο τοῦ συγγραφέως αὐτοῦ ποὺ ἔγραψε τόσα ἀριστουργήματα παραμένει ζωντανό. Γεννήθηκε τὸ 1850 στὸ πύργο τοῦ Μιρομεσνίλ τῆς Νορμανδίας καὶ πέθανε τὸ 1893 σὲ κλινική τοῦ Παρισιοῦ, χτυπημένος ἀπὸ τὴν τρέλλα. Πολλοὶ ἰσχυρίσθηκαν ὅτι ἦταν φυσικὸς υἱὸς τοῦ Φλωμπέρ, ὁ ὁποῖος τὸν ἀγαποῦσε σὰν παιδί του καὶ τὸν δίδαξε τὴν τέχνη τῆς γραφῆς. Οἱ ἔρευνες ὅμως ἀπέδειξαν ὅτι ἡ φήμη αὐτὴ δὲν εἶχε καμμία βάση. Ὁ Φλωμπὲρ ἦταν φίλος τῆς μητέρας του, τῆς Λωρ Λεπουατβέν, καὶ τίποτε περισσότερο. Ἡ δύναμις τοῦ Μωπασσὰν ἦταν ἡ παρατήρησις: ἔβλεπε τὸν ἄνθρωπο μὲ καθαρὸ μάτι, χωρὶς αὐταπάτες, καὶ τὸν περιέγραφε μὲ λιτότητα καὶ ἀκρίβεια. Τὰ διηγήματά του, πάνω ἀπὸ τριακόσια, θεωροῦνται ἀκόμη πρότυπα τοῦ εἴδους. — [820, 468, 1003, 811]
section-heading-shows: ΤΑ ΘΕΑΜΑΤΑ — [1011, 138, 1169, 167]
film-title: «Χρυσὸ Κλουβί» — [1093, 956, 1169, 969]
director-address: Μητ. Ἀλεξάνδρου 77 — [470, 190, 559, 202]
